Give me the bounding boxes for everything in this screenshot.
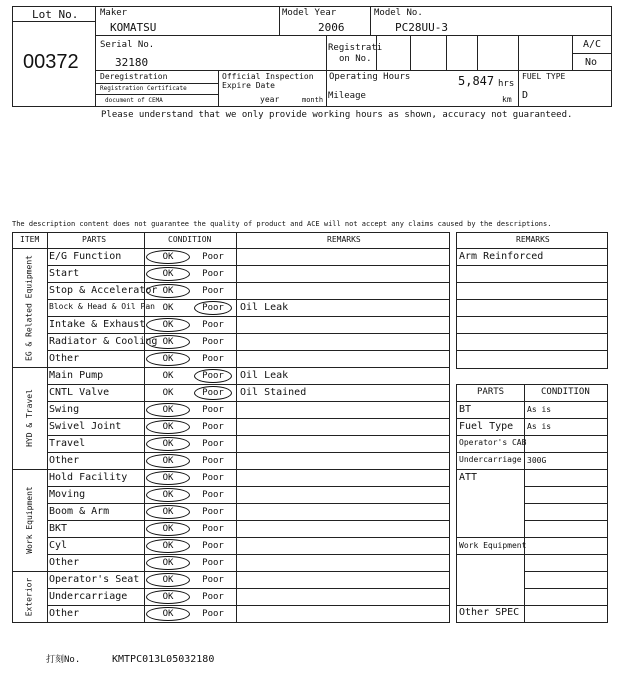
ok-option[interactable]: OK	[162, 269, 174, 279]
ok-selected-mark	[146, 420, 190, 434]
operating-hours-label: Operating Hours	[329, 72, 411, 82]
year-label: year	[260, 95, 280, 104]
poor-option[interactable]: Poor	[202, 541, 224, 551]
col-condition-header: CONDITION	[168, 235, 212, 244]
inspection-label-2: Expire Date	[222, 81, 275, 90]
dereg-sub-1: Registration Certificate	[100, 85, 187, 92]
part-name: Cyl	[49, 540, 68, 551]
part-name: Other	[49, 608, 80, 619]
remark-text: Oil Stained	[240, 387, 307, 398]
ok-option[interactable]: OK	[162, 490, 174, 500]
ok-option[interactable]: OK	[162, 371, 174, 381]
hrs-unit: hrs	[498, 79, 515, 89]
part-name: Undercarriage	[49, 591, 128, 602]
poor-option[interactable]: Poor	[202, 473, 224, 483]
part-name: Start	[49, 268, 80, 279]
part-name: Other	[49, 455, 80, 466]
right-part-name: Fuel Type	[459, 421, 514, 432]
month-label: month	[302, 96, 324, 104]
poor-option[interactable]: Poor	[202, 575, 224, 585]
ok-option[interactable]: OK	[162, 354, 174, 364]
poor-selected-mark	[194, 386, 232, 400]
poor-option[interactable]: Poor	[202, 439, 224, 449]
model-year-label: Model Year	[282, 8, 337, 18]
right-part-condition: As is	[527, 405, 552, 414]
right-remarks-title: REMARKS	[516, 235, 550, 244]
ok-selected-mark	[146, 335, 190, 349]
ok-selected-mark	[146, 403, 190, 417]
ok-selected-mark	[146, 573, 190, 587]
ok-option[interactable]: OK	[162, 558, 174, 568]
poor-option[interactable]: Poor	[202, 592, 224, 602]
lot-number: 00372	[23, 51, 79, 73]
right-parts-title: PARTS	[477, 387, 505, 397]
ok-option[interactable]: OK	[162, 473, 174, 483]
part-name: Block & Head & Oil Pan	[49, 302, 155, 311]
ok-selected-mark	[146, 454, 190, 468]
stamp-no-label: 打刻No.	[46, 655, 81, 665]
ok-option[interactable]: OK	[162, 575, 174, 585]
ok-selected-mark	[146, 488, 190, 502]
poor-option[interactable]: Poor	[202, 507, 224, 517]
part-name: Intake & Exhaust	[49, 319, 146, 330]
km-unit: km	[502, 95, 512, 104]
poor-selected-mark	[194, 369, 232, 383]
col-parts-header: PARTS	[82, 235, 107, 244]
col-item-header: ITEM	[20, 235, 40, 244]
ok-selected-mark	[146, 471, 190, 485]
maker-label: Maker	[100, 8, 128, 18]
ok-option[interactable]: OK	[162, 609, 174, 619]
ok-selected-mark	[146, 267, 190, 281]
remark-text: Oil Leak	[240, 370, 289, 381]
ok-option[interactable]: OK	[162, 507, 174, 517]
ok-selected-mark	[146, 437, 190, 451]
other-spec-label: Other SPEC	[459, 607, 520, 618]
poor-option[interactable]: Poor	[202, 422, 224, 432]
group-label: HYD & Travel	[24, 389, 34, 447]
part-name: BKT	[49, 523, 68, 534]
right-remarks-first: Arm Reinforced	[459, 251, 544, 262]
ok-option[interactable]: OK	[162, 541, 174, 551]
part-name: Swing	[49, 404, 80, 415]
stamp-no-value: KMTPC013L05032180	[112, 654, 215, 665]
fuel-type-value: D	[522, 90, 529, 101]
poor-option[interactable]: Poor	[202, 303, 224, 313]
ac-label: A/C	[583, 39, 602, 50]
poor-option[interactable]: Poor	[202, 558, 224, 568]
poor-option[interactable]: Poor	[202, 388, 224, 398]
poor-option[interactable]: Poor	[202, 371, 224, 381]
right-part-condition: As is	[527, 422, 552, 431]
ok-option[interactable]: OK	[162, 337, 174, 347]
ok-option[interactable]: OK	[162, 439, 174, 449]
ok-option[interactable]: OK	[162, 320, 174, 330]
right-part-name: ATT	[459, 472, 478, 483]
dereg-sub-2: document of CEMA	[105, 97, 163, 104]
part-name: Moving	[49, 489, 86, 500]
ok-selected-mark	[146, 505, 190, 519]
part-name: Operator's Seat	[49, 574, 140, 585]
ok-selected-mark	[146, 607, 190, 621]
poor-option[interactable]: Poor	[202, 405, 224, 415]
registration-label-2: on No.	[339, 54, 372, 64]
ok-option[interactable]: OK	[162, 388, 174, 398]
part-name: Main Pump	[49, 370, 104, 381]
ok-selected-mark	[146, 250, 190, 264]
right-condition-title: CONDITION	[541, 387, 590, 397]
group-label: Exterior	[24, 577, 34, 616]
registration-label-1: Registrati	[328, 43, 383, 53]
right-part-name: Undercarriage	[459, 455, 522, 464]
ok-option[interactable]: OK	[162, 286, 174, 296]
ok-selected-mark	[146, 522, 190, 536]
part-name: Radiator & Cooling	[49, 336, 158, 347]
poor-option[interactable]: Poor	[202, 269, 224, 279]
inspection-label-1: Official Inspection	[222, 72, 314, 81]
ok-selected-mark	[146, 352, 190, 366]
ok-selected-mark	[146, 539, 190, 553]
hours-notice: Please understand that we only provide working hours as shown, accuracy not guaranteed.	[101, 110, 573, 120]
group-label: EG & Related Equipment	[24, 254, 34, 361]
operating-hours-value: 5,847	[458, 74, 495, 88]
right-part-condition: 300G	[527, 456, 547, 465]
model-no-label: Model No.	[374, 8, 423, 18]
dereg-label: Deregistration	[100, 72, 168, 81]
part-name: Other	[49, 353, 80, 364]
lot-label: Lot No.	[32, 8, 79, 21]
poor-option[interactable]: Poor	[202, 456, 224, 466]
mileage-label: Mileage	[328, 91, 366, 101]
poor-option[interactable]: Poor	[202, 337, 224, 347]
disclaimer: The description content does not guarantee the quality of product and ACE will not accept any claims caused by the descriptions.	[12, 220, 552, 228]
ok-option[interactable]: OK	[162, 592, 174, 602]
part-name: CNTL Valve	[49, 387, 110, 398]
ac-value: No	[585, 57, 598, 68]
part-name: Travel	[49, 438, 86, 449]
ok-option[interactable]: OK	[162, 422, 174, 432]
poor-option[interactable]: Poor	[202, 320, 224, 330]
poor-option[interactable]: Poor	[202, 524, 224, 534]
poor-selected-mark	[194, 301, 232, 315]
ok-selected-mark	[146, 284, 190, 298]
part-name: Stop & Accelerator	[49, 285, 158, 296]
fuel-type-label: FUEL TYPE	[522, 72, 566, 81]
model-no-value: PC28UU-3	[395, 21, 448, 34]
ok-option[interactable]: OK	[162, 524, 174, 534]
group-label: Work Equipment	[24, 486, 34, 554]
ok-option[interactable]: OK	[162, 405, 174, 415]
right-part-name: BT	[459, 404, 472, 415]
right-part-name: Operator's CAB	[459, 438, 527, 447]
col-remarks-header: REMARKS	[327, 235, 361, 244]
work-equipment-label: Work Equipment	[459, 541, 527, 550]
part-name: Hold Facility	[49, 472, 128, 483]
serial-value: 32180	[115, 56, 149, 69]
remark-text: Oil Leak	[240, 302, 289, 313]
ok-selected-mark	[146, 590, 190, 604]
ok-option[interactable]: OK	[162, 303, 174, 313]
ok-selected-mark	[146, 556, 190, 570]
poor-option[interactable]: Poor	[202, 490, 224, 500]
part-name: Other	[49, 557, 80, 568]
ok-option[interactable]: OK	[162, 252, 174, 262]
part-name: Boom & Arm	[49, 506, 110, 517]
part-name: Swivel Joint	[49, 421, 122, 432]
serial-label: Serial No.	[100, 40, 155, 50]
poor-option[interactable]: Poor	[202, 609, 224, 619]
maker-value: KOMATSU	[110, 21, 157, 34]
poor-option[interactable]: Poor	[202, 286, 224, 296]
ok-option[interactable]: OK	[162, 456, 174, 466]
model-year-value: 2006	[318, 21, 345, 34]
poor-option[interactable]: Poor	[202, 252, 224, 262]
poor-option[interactable]: Poor	[202, 354, 224, 364]
part-name: E/G Function	[49, 251, 122, 262]
ok-selected-mark	[146, 318, 190, 332]
